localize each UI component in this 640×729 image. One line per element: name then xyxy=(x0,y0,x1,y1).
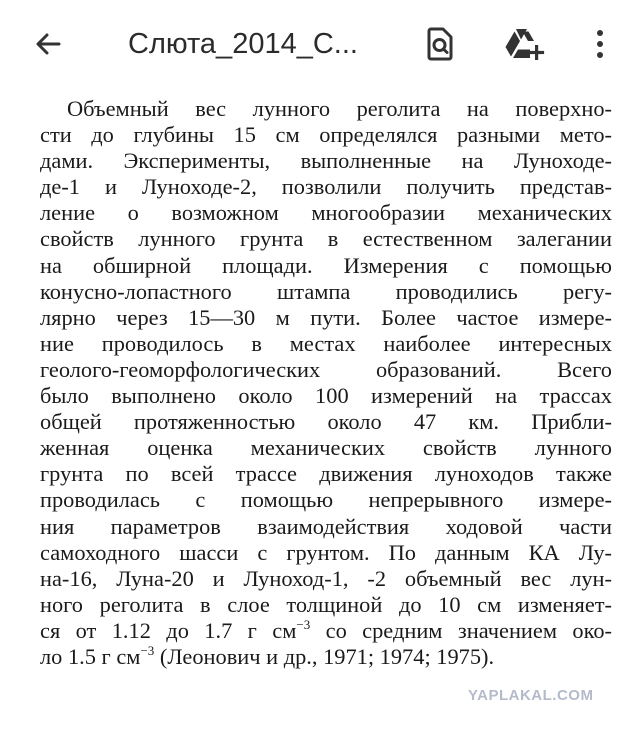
text-line: на обширной площади. Измерения с помощью xyxy=(40,252,612,278)
drive-add-icon xyxy=(502,25,546,63)
text-line: ление о возможном многообразии механических xyxy=(40,200,612,226)
arrow-back-icon xyxy=(32,28,64,60)
text-line: де-1 и Луноходе-2, позволили получить представ- xyxy=(40,174,612,200)
more-vert-icon xyxy=(594,28,606,60)
text-line: женная оценка механических свойств лунного xyxy=(40,435,612,461)
lens-search-icon xyxy=(423,26,457,62)
text-line: ния параметров взаимодействия ходовой части xyxy=(40,513,612,539)
document-page xyxy=(40,96,612,722)
text-line: геолого-геоморфологических образований. Всего xyxy=(40,356,612,382)
text-line: лярно через 15—30 м пути. Более частое измере- xyxy=(40,304,612,330)
text-line: ние проводилось в местах наиболее интересных xyxy=(40,330,612,356)
back-button[interactable] xyxy=(22,18,74,70)
app-bar xyxy=(0,0,640,88)
lens-search-button[interactable] xyxy=(414,18,466,70)
text-line: общей протяженностью около 47 км. Прибли- xyxy=(40,409,612,435)
text-line: было выполнено около 100 измерений на трассах xyxy=(40,383,612,409)
text-line xyxy=(40,618,612,644)
text-line: самоходного шасси с грунтом. По данным КА Лу- xyxy=(40,539,612,565)
text-line: ного реголита в слое толщиной до 10 см изменяет- xyxy=(40,591,612,617)
text-line: грунта по всей трассе движения луноходов также xyxy=(40,461,612,487)
text-line: проводилась с помощью непрерывного измере- xyxy=(40,487,612,513)
text-segment: ся от 1.12 до 1.7 г см xyxy=(40,617,297,643)
superscript: −3 xyxy=(140,643,155,658)
document-title: Слюта_2014_С... xyxy=(128,28,358,60)
text-segment: со средним значением око- xyxy=(310,617,612,643)
text-line: конусно-лопастного штампа проводились регу- xyxy=(40,278,612,304)
add-to-drive-button[interactable] xyxy=(498,18,550,70)
text-line xyxy=(40,644,612,670)
more-options-button[interactable] xyxy=(574,18,626,70)
text-line: Объемный вес лунного реголита на поверхно- xyxy=(67,96,612,121)
text-segment: (Леонович и др., 1971; 1974; 1975). xyxy=(154,643,495,669)
text-line: на-16, Луна-20 и Луноход-1, -2 объемный вес лун- xyxy=(40,565,612,591)
text-line: свойств лунного грунта в естественном залегании xyxy=(40,226,612,252)
text-line: сти до глубины 15 см определялся разными мето- xyxy=(40,122,612,148)
superscript: −3 xyxy=(296,617,311,632)
text-line: дами. Эксперименты, выполненные на Луноходе- xyxy=(40,148,612,174)
text-segment: ло 1.5 г см xyxy=(40,643,141,669)
watermark: YAPLAKAL.COM xyxy=(468,687,594,704)
